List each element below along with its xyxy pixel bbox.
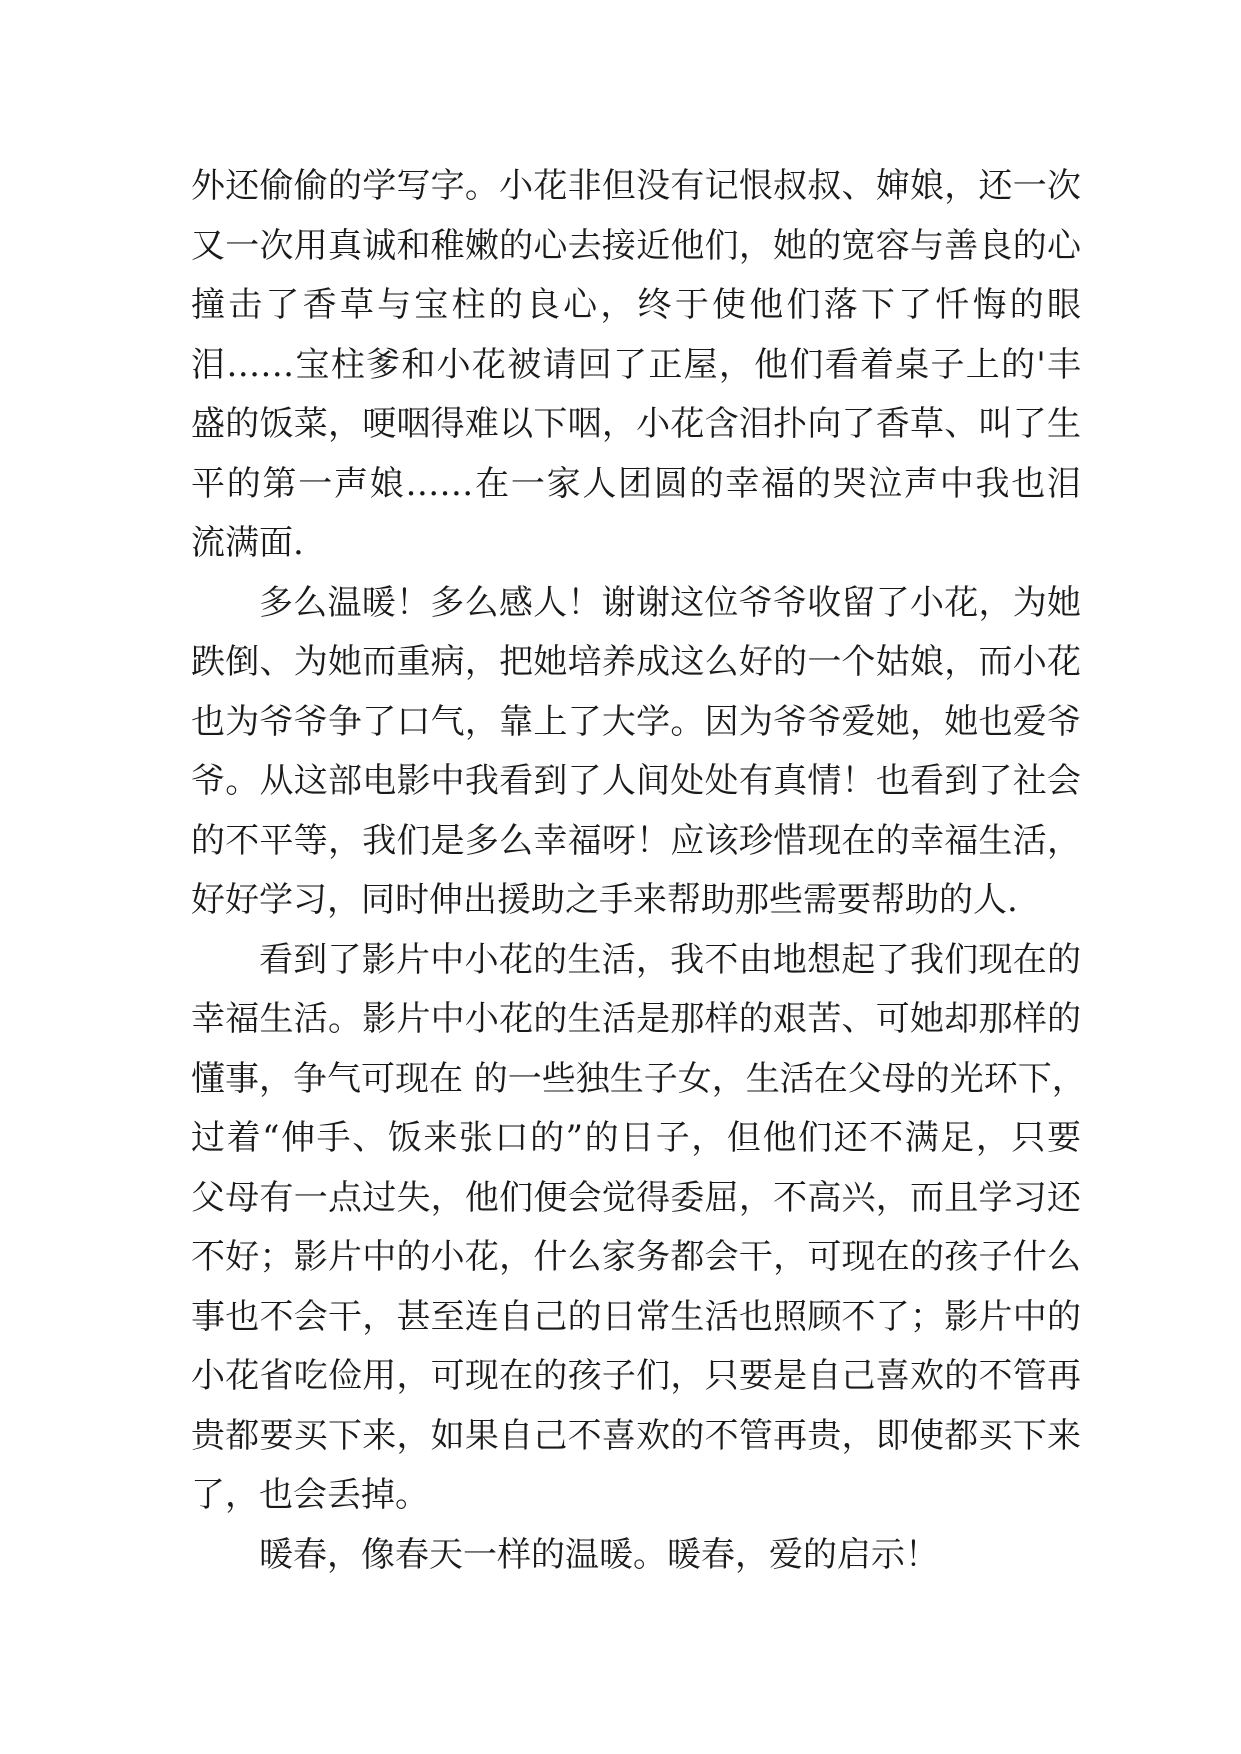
text-line: 盛的饭菜，哽咽得难以下咽，小花含泪扑向了香草、叫了生 — [191, 404, 1081, 444]
text-line: 不好；影片中的小花，什么家务都会干，可现在的孩子什么 — [191, 1237, 1081, 1277]
text-line: 好好学习，同时伸出援助之手来帮助那些需要帮助的人. — [191, 880, 1018, 920]
paragraph-first-line: 看到了影片中小花的生活，我不由地想起了我们现在的 — [259, 939, 1081, 980]
text-line: 小花省吃俭用，可现在的孩子们，只要是自己喜欢的不管再 — [191, 1356, 1081, 1396]
text-line: 外还偷偷的学写字。小花非但没有记恨叔叔、婶娘，还一次 — [191, 166, 1081, 206]
text-line: 又一次用真诚和稚嫩的心去接近他们，她的宽容与善良的心 — [191, 225, 1081, 266]
text-line: 过着“伸手、饭来张口的”的日子，但他们还不满足，只要 — [191, 1118, 1081, 1158]
text-line: 的不平等，我们是多么幸福呀！应该珍惜现在的幸福生活， — [191, 820, 1081, 861]
text-line: 贵都要买下来，如果自己不喜欢的不管再贵，即使都买下来 — [191, 1415, 1081, 1456]
text-line: 泪……宝柱爹和小花被请回了正屋，他们看着桌子上的'丰 — [191, 344, 1081, 385]
text-line: 流满面. — [191, 523, 304, 563]
text-line: 懂事，争气可现在 的一些独生子女，生活在父母的光环下， — [191, 1058, 1086, 1099]
paragraph-first-line: 多么温暖！多么感人！谢谢这位爷爷收留了小花，为她 — [259, 582, 1081, 623]
text-line: 跌倒、为她而重病，把她培养成这么好的一个姑娘，而小花 — [191, 642, 1081, 682]
document-body — [191, 157, 1086, 1585]
text-line: 事也不会干，甚至连自己的日常生活也照顾不了；影片中的 — [191, 1296, 1081, 1337]
text-line: 平的第一声娘……在一家人团圆的幸福的哭泣声中我也泪 — [191, 463, 1081, 504]
text-line: 撞击了香草与宝柱的良心，终于使他们落下了忏悔的眼 — [191, 285, 1081, 325]
text-line: 爷。从这部电影中我看到了人间处处有真情！也看到了社会 — [191, 761, 1081, 801]
text-line: 也为爷爷争了口气，靠上了大学。因为爷爷爱她，她也爱爷 — [191, 701, 1081, 742]
text-line: 父母有一点过失，他们便会觉得委屈，不高兴，而且学习还 — [191, 1177, 1081, 1218]
text-line: 了，也会丢掉。 — [191, 1475, 429, 1515]
paragraph-first-line: 暖春，像春天一样的温暖。暖春，爱的启示！ — [259, 1534, 939, 1575]
text-line: 幸福生活。影片中小花的生活是那样的艰苦、可她却那样的 — [191, 999, 1081, 1039]
